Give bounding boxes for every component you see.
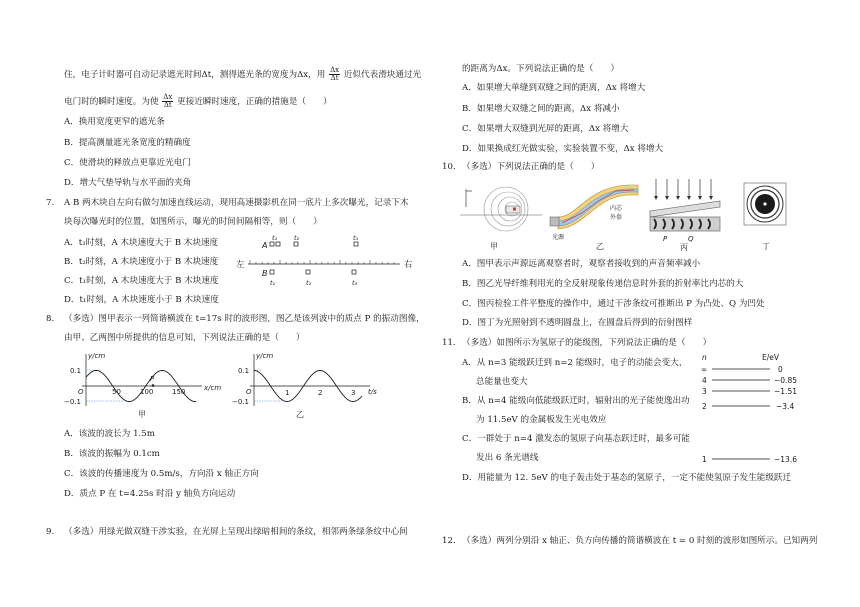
q12-number: 12. xyxy=(442,536,456,546)
jia-point-p xyxy=(152,384,155,387)
q7-number: 7. xyxy=(46,198,55,208)
yi-t-tick-1: 1 xyxy=(285,389,290,397)
q11-option-b-cont: 为 11.5eV 的金属板发生光电效应 xyxy=(476,415,607,425)
fig-ding-caption: 丁 xyxy=(762,242,770,251)
q9-stem-line2: 的距离为Δx。下列说法正确的是（ ） xyxy=(462,64,620,74)
block-a-label: A xyxy=(262,241,268,250)
q6-option-b[interactable]: B．提高测量遮光条宽度的精确度 xyxy=(64,138,191,148)
q9-option-c[interactable]: C．如果增大双缝到光屏的距离，Δx 将增大 xyxy=(462,124,629,134)
fig-yi-caption: 乙 xyxy=(596,242,604,251)
doppler-figure xyxy=(460,187,542,251)
yi-y-bottom: −0.1 xyxy=(232,398,249,406)
q8-option-a[interactable]: A．该波的波长为 1.5m xyxy=(64,429,155,439)
frac-numerator: Δx xyxy=(330,66,340,74)
level-4-n: 4 xyxy=(702,376,707,385)
light-source-label: 光源 xyxy=(552,234,565,241)
q8-wave-figure-yi xyxy=(232,350,382,420)
q6-line1 xyxy=(64,67,421,82)
jia-point-p-label: P xyxy=(150,375,155,383)
level-4-e: −0.85 xyxy=(774,376,797,385)
yi-y-top: 0.1 xyxy=(238,367,250,375)
top-t1-label: t₁ xyxy=(272,234,278,242)
q9-option-d[interactable]: D．如果换成红光做实验，实验装置不变，Δx 将增大 xyxy=(462,144,664,154)
yi-caption: 乙 xyxy=(296,410,304,419)
yi-x-label: t/s xyxy=(368,388,377,396)
hydrogen-energy-levels xyxy=(700,352,810,468)
cladding-label: 外套 xyxy=(610,214,623,221)
block-a-mark-1 xyxy=(270,242,274,246)
block-b-mark-2 xyxy=(306,270,310,274)
ruler-right-label: 右 xyxy=(404,260,413,270)
arrow-head-icon xyxy=(709,196,713,200)
fraction-dx-dt-2 xyxy=(162,94,173,109)
q7-stem-line2: 块每次曝光时的位置，如图所示，曝光的时间间隔相等，则（ ） xyxy=(64,217,322,227)
q11-number: 11. xyxy=(442,338,456,348)
top-t2-label: t₂ xyxy=(294,234,300,242)
q7-option-b[interactable]: B．t₂时刻，A 木块速度小于 B 木块速度 xyxy=(64,257,219,267)
q11-option-c-cont: 发出 6 条光谱线 xyxy=(476,453,539,463)
level-3-e: −1.51 xyxy=(774,387,797,396)
q8-number: 8. xyxy=(46,314,55,324)
arrow-head-icon xyxy=(687,196,691,200)
level-1-e: −13.6 xyxy=(774,455,797,464)
q6-line1-text-b: 近似代表滑块通过光 xyxy=(343,70,422,80)
q9-option-b[interactable]: B．如果增大双缝之间的距离，Δx 将减小 xyxy=(462,104,620,114)
bottom-t3-label: t₃ xyxy=(352,279,358,287)
q10-option-a[interactable]: A．图甲表示声源远离观察者时，观察者接收到的声音频率减小 xyxy=(462,259,701,269)
q8-option-d[interactable]: D．质点 P 在 t=4.25s 时沿 y 轴负方向运动 xyxy=(64,489,236,499)
q6-line1-text-a: 住，电子计时器可自动记录遮光时间Δt，测得遮光条的宽度为Δx，用 xyxy=(64,70,326,80)
level-1-n: 1 xyxy=(702,455,707,464)
block-b-label: B xyxy=(262,269,268,278)
q11-option-c[interactable]: C．一群处于 n=4 激发态的氢原子向基态跃迁时，最多可能 xyxy=(462,434,690,444)
optical-fiber-figure xyxy=(550,185,638,251)
jia-y-label: y/cm xyxy=(88,352,106,360)
level-2 xyxy=(702,402,794,411)
q7-option-c[interactable]: C．t₁时刻，A 木块速度大于 B 木块速度 xyxy=(64,276,219,286)
level-2-n: 2 xyxy=(702,402,707,411)
frac-denominator-2: Δt xyxy=(163,101,172,109)
q10-option-d[interactable]: D．图丁为光照射到不透明圆盘上，在圆盘后得到的衍射图样 xyxy=(462,318,693,328)
jia-y-top: 0.1 xyxy=(70,367,82,375)
q6-option-d[interactable]: D．增大气垫导轨与水平面的夹角 xyxy=(64,178,192,188)
ambulance-cross-icon xyxy=(513,208,516,211)
frac-numerator-2: Δx xyxy=(163,93,173,101)
level-n-header: n xyxy=(702,353,707,362)
jia-x-tick-150: 150 xyxy=(172,388,186,396)
q10-stem: （多选）下列说法正确的是（ ） xyxy=(462,162,600,172)
yi-t-tick-3: 3 xyxy=(351,389,356,397)
diffraction-figure xyxy=(744,183,786,251)
fig-bing-caption: 丙 xyxy=(680,243,688,252)
arrow-head-icon xyxy=(676,196,680,200)
q9-number: 9. xyxy=(46,527,55,537)
q9-stem-line1: （多选）用绿光做双缝干涉实验，在光屏上呈现出绿暗相间的条纹，相邻两条绿条纹中心间 xyxy=(64,527,408,537)
frac-denominator: Δt xyxy=(330,74,339,82)
q10-number: 10. xyxy=(442,162,456,172)
q11-option-a-cont: 总能量也变大 xyxy=(476,377,528,387)
ruler-left-label: 左 xyxy=(236,260,245,270)
level-3 xyxy=(702,387,797,396)
q6-line2-text-b: 更接近瞬时速度，正确的措施是（ ） xyxy=(177,97,332,107)
q11-option-a[interactable]: A．从 n=3 能级跃迁到 n=2 能级时，电子的动能会变大， xyxy=(462,358,688,368)
flatness-test-figure xyxy=(650,179,720,252)
incident-light-arrows xyxy=(654,179,713,200)
q7-ruler-figure xyxy=(234,232,414,288)
top-t3-label: t₃ xyxy=(353,234,359,242)
ruler-ticks xyxy=(250,260,394,264)
q8-option-b[interactable]: B．该波的振幅为 0.1cm xyxy=(64,449,160,459)
q8-stem-line1: （多选）图甲表示一列简谐横波在 t=17s 时的波形图，图乙是该列波中的质点 P 的振动图像， xyxy=(64,314,425,324)
q7-option-d[interactable]: D．t₁时刻，A 木块速度小于 B 木块速度 xyxy=(64,295,219,305)
bottom-t1-label: t₁ xyxy=(270,279,276,287)
q11-option-d[interactable]: D．用能量为 12. 5eV 的电子轰击处于基态的氢原子，一定不能使氢原子发生能级跃迁 xyxy=(462,473,792,483)
block-a-mark-4 xyxy=(354,242,358,246)
arrow-head-icon xyxy=(654,196,658,200)
level-2-e: −3.4 xyxy=(776,402,795,411)
q7-stem-line1: A B 两木块自左向右做匀加速直线运动，现用高速摄影机在同一底片上多次曝光，记录下木 xyxy=(64,198,409,208)
level-4 xyxy=(702,376,797,385)
point-q-label: Q xyxy=(688,235,694,243)
arrow-head-icon xyxy=(698,196,702,200)
q6-option-a[interactable]: A．换用宽度更窄的遮光条 xyxy=(64,117,165,127)
q8-wave-figure-jia xyxy=(64,350,230,420)
point-p-label: P xyxy=(663,235,668,243)
core-label: 内芯 xyxy=(610,205,623,212)
fig-jia-caption: 甲 xyxy=(490,242,498,251)
bottom-t2-label: t₂ xyxy=(306,279,312,287)
q6-option-c[interactable]: C．使滑块的释放点更靠近光电门 xyxy=(64,158,191,168)
q11-option-b[interactable]: B．从 n=4 能级向低能级跃迁时，辐射出的光子能使逸出功 xyxy=(462,396,690,406)
level-inf xyxy=(701,365,783,374)
level-1 xyxy=(702,455,797,464)
yi-y-label: y/cm xyxy=(256,352,274,360)
yi-origin: O xyxy=(246,388,252,396)
jia-x-tick-100: 100 xyxy=(140,388,154,396)
q10-option-b[interactable]: B．图乙光导纤维利用光的全反射现象传递信息时外套的折射率比内芯的大 xyxy=(462,279,744,289)
q9-option-a[interactable]: A．如果增大单缝到双缝之间的距离，Δx 将增大 xyxy=(462,83,646,93)
poisson-spot xyxy=(763,202,766,205)
jia-x-tick-50: 50 xyxy=(112,388,121,396)
q10-figures xyxy=(458,177,788,252)
q8-option-c[interactable]: C．该波的传播速度为 0.5m/s，方向沿 x 轴正方向 xyxy=(64,469,259,479)
light-source-icon xyxy=(550,217,559,226)
jia-caption: 甲 xyxy=(138,410,146,419)
yi-t-tick-2: 2 xyxy=(318,389,323,397)
q6-line2-text-a: 电门时的瞬时速度。为使 xyxy=(64,97,159,107)
jia-y-bottom: −0.1 xyxy=(64,398,81,406)
level-inf-e: 0 xyxy=(778,365,783,374)
q12-stem-line1: （多选）两列分别沿 x 轴正、负方向传播的简谐横波在 t = 0 时刻的波形如图所示。已知两列 xyxy=(462,536,818,546)
q6-line2 xyxy=(64,94,332,109)
level-e-header: E/eV xyxy=(762,353,780,362)
level-inf-n: ∞ xyxy=(701,365,708,374)
fraction-dx-dt xyxy=(329,67,340,82)
block-b-mark-3 xyxy=(352,270,356,274)
arrow-head-icon xyxy=(665,196,669,200)
glass-plate xyxy=(650,201,720,217)
q10-option-c[interactable]: C．图丙检验工件平整度的操作中，通过干涉条纹可推断出 P 为凸处、Q 为凹处 xyxy=(462,299,765,309)
block-b-mark-1 xyxy=(270,270,274,274)
jia-x-label: x/cm xyxy=(204,384,222,392)
q11-stem: （多选）如图所示为氢原子的能级图，下列说法正确的是（ ） xyxy=(462,338,712,348)
block-a-mark-3 xyxy=(294,242,298,246)
jia-origin: O xyxy=(78,388,84,396)
q7-option-a[interactable]: A．t₂时刻，A 木块速度大于 B 木块速度 xyxy=(64,238,219,248)
q8-stem-line2: 由甲、乙两图中所提供的信息可知，下列说法正确的是（ ） xyxy=(64,333,305,343)
block-a-mark-2 xyxy=(276,242,280,246)
level-3-n: 3 xyxy=(702,387,707,396)
